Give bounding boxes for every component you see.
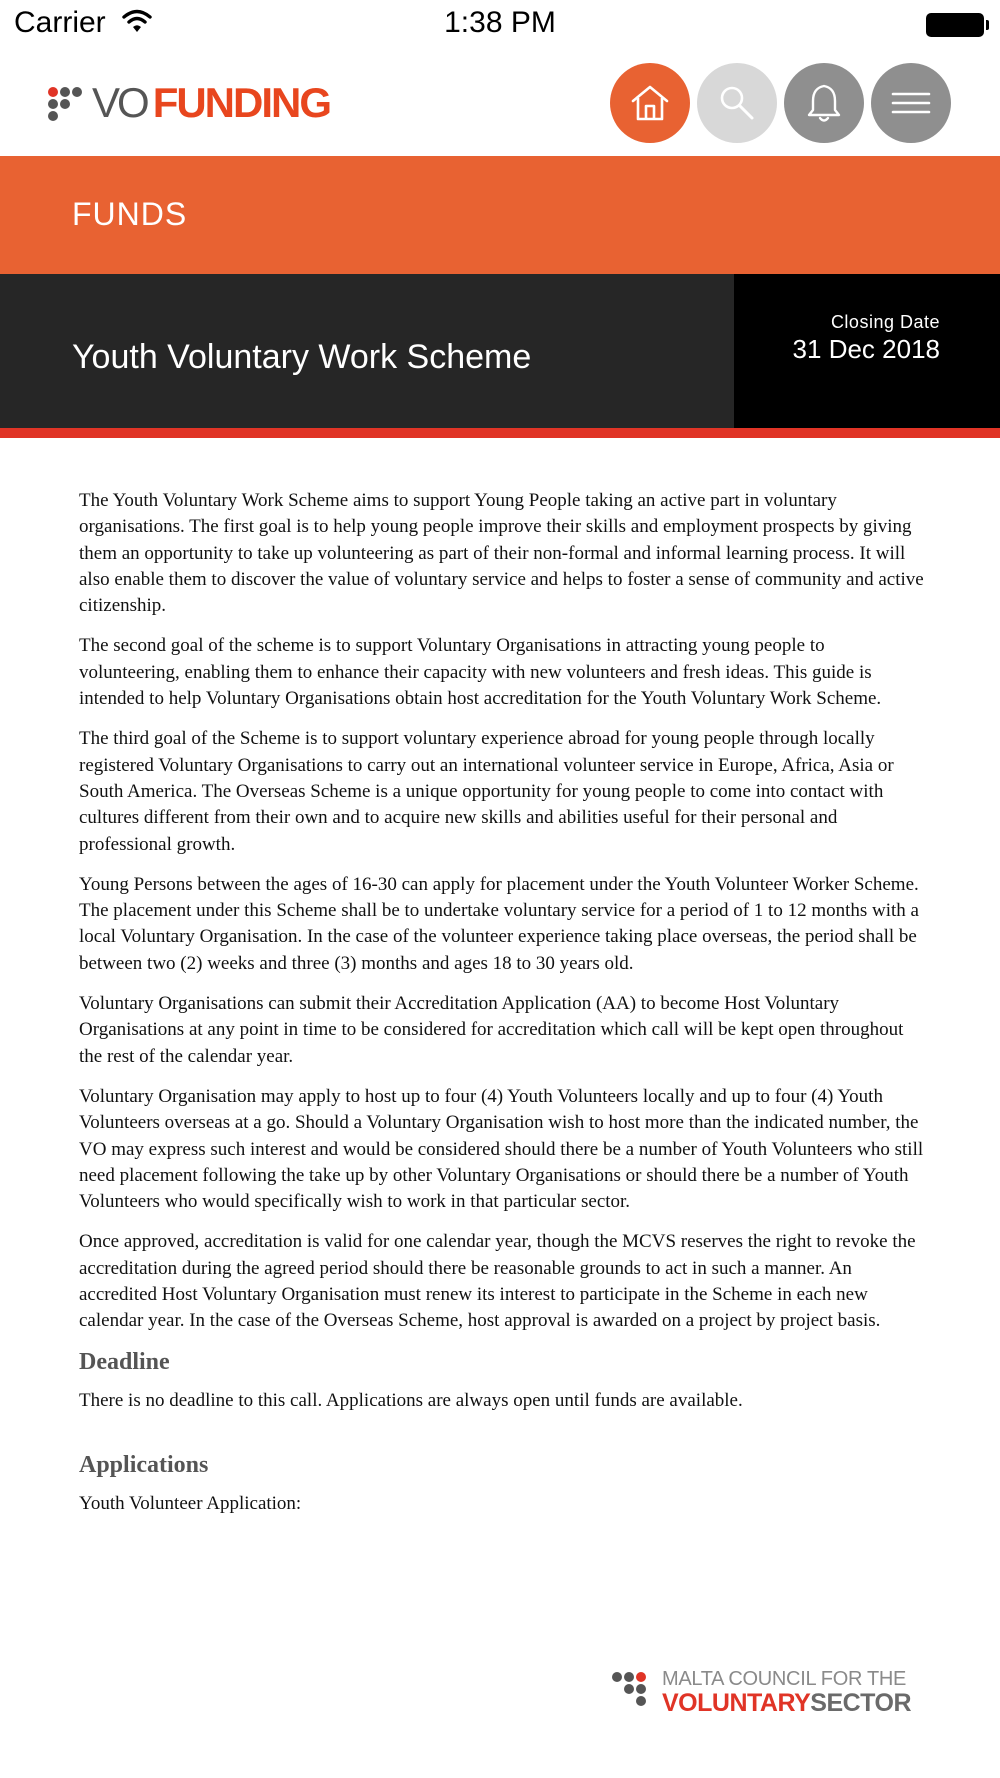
app-header	[0, 50, 1000, 156]
deadline-text: There is no deadline to this call. Applications are always open until funds are available.	[79, 1389, 743, 1411]
notifications-button[interactable]	[784, 63, 864, 143]
search-button[interactable]	[697, 63, 777, 143]
description-paragraph: The third goal of the Scheme is to support voluntary experience abroad for young people through locally registered Voluntary Organisations to carry out an international volunteer service in Europe, Africa, Asia or South America. The Overseas Scheme is a unique opportunity for young people to come into contact with cultures different from their own and to acquire new skills and abilities useful for their personal and professional growth.	[79, 728, 894, 855]
logo-vo-text: VO	[92, 79, 147, 126]
mcvs-sector-text: SECTOR	[810, 1689, 912, 1717]
closing-date-value: 31 Dec 2018	[792, 334, 940, 364]
mcvs-line2	[662, 1689, 911, 1718]
applications-heading: Applications	[79, 1451, 209, 1478]
closing-date-label: Closing Date	[830, 312, 940, 332]
home-button[interactable]	[610, 63, 690, 143]
description-paragraph: The Youth Voluntary Work Scheme aims to support Young People taking an active part in voluntary organisations. The first goal is to help young people improve their skills and employment prospects by giving them an opportunity to take up volunteering as part of their non-formal and informal learning process. It will also enable them to discover the value of voluntary service and helps to foster a sense of community and active citizenship.	[79, 490, 924, 617]
description-paragraph: Voluntary Organisations can submit their Accreditation Application (AA) to become Host Voluntary Organisations at any point in time to be considered for accreditation which call will be kept open throughout the rest of the calendar year.	[79, 993, 904, 1067]
mcvs-line1: MALTA COUNCIL FOR THE	[662, 1668, 907, 1690]
description-paragraph: Once approved, accreditation is valid for one calendar year, though the MCVS reserves the right to revoke the accreditation during the agreed period should there be reasonable grounds to act in such a manner. An accredited Host Voluntary Organisation must renew its interest to participate in the Scheme in each new calendar year. In the case of the Overseas Scheme, host approval is awarded on a project by project basis.	[79, 1231, 916, 1332]
closing-date-box	[734, 274, 1000, 428]
scheme-title: Youth Voluntary Work Scheme	[72, 338, 532, 376]
carrier-label: Carrier	[14, 6, 106, 39]
description-paragraph: Voluntary Organisation may apply to host up to four (4) Youth Volunteers locally and up to four (4) Youth Volunteers overseas at a go. Should a Voluntary Organisation wish to host more than the indicated number, the VO may express such interest and would be considered should there be a number of Youth Volunteers who still need placement following the take up by other Voluntary Organisations or should there be a number of Youth Volunteers who would specifically wish to work in that particular sector.	[79, 1085, 924, 1213]
scheme-description	[79, 488, 929, 1618]
mcvs-dots-icon	[612, 1672, 652, 1712]
mcvs-voluntary-text: VOLUNTARY	[662, 1689, 811, 1717]
bell-icon	[802, 81, 846, 125]
menu-icon	[889, 81, 933, 125]
applications-text: Youth Volunteer Application:	[79, 1492, 302, 1514]
divider-stripe	[0, 428, 1000, 438]
status-time: 1:38 PM	[444, 6, 556, 39]
logo-dots-icon	[46, 83, 86, 123]
description-paragraph: Young Persons between the ages of 16-30 can apply for placement under the Youth Volunteer Worker Scheme. The placement under this Scheme shall be to undertake voluntary service for a period of 1 to 12 months with a local Voluntary Organisation. In the case of the volunteer experience taking place overseas, the period shall be between two (2) weeks and three (3) months and ages 18 to 30 years old.	[79, 873, 919, 974]
search-icon	[715, 81, 759, 125]
description-paragraph: The second goal of the scheme is to support Voluntary Organisations in attracting young people to volunteering, enabling them to enhance their capacity with new volunteers and fresh ideas. This guide is intended to help Voluntary Organisations obtain host accreditation for the Youth Voluntary Work Scheme.	[79, 635, 882, 710]
logo-funding-text: FUNDING	[152, 79, 331, 126]
battery-icon	[926, 13, 984, 37]
menu-button[interactable]	[871, 63, 951, 143]
deadline-heading: Deadline	[79, 1348, 170, 1375]
scheme-title-band	[0, 274, 1000, 428]
vo-funding-logo[interactable]	[46, 80, 330, 126]
home-icon	[628, 81, 672, 125]
status-bar	[0, 0, 1000, 50]
section-banner	[0, 156, 1000, 274]
section-title: FUNDS	[72, 196, 188, 232]
